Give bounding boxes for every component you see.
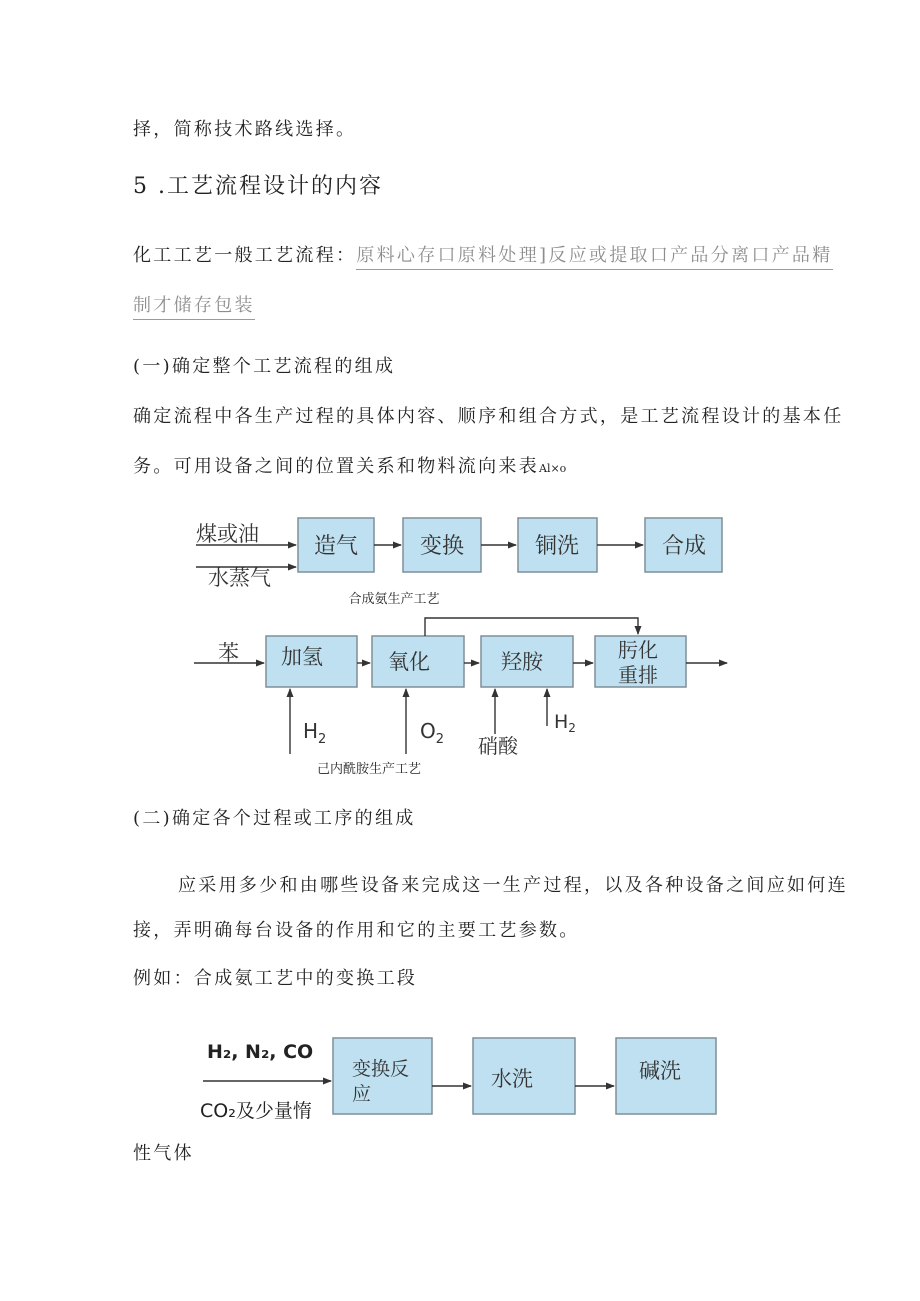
- process-box-label: 铜洗: [534, 534, 580, 559]
- paragraph-text: [133, 458, 566, 476]
- process-box-label: 羟胺: [501, 650, 543, 674]
- input-gas-label: H₂, N₂, CO: [207, 1041, 314, 1063]
- paragraph-text: 应采用多少和由哪些设备来完成这一生产过程，以及各种设备之间应如何连: [178, 875, 848, 896]
- shift-section-diagram: [0, 1030, 920, 1130]
- example-text: 例如：合成氨工艺中的变换工段: [133, 968, 418, 989]
- feed-h2-label: $H_2$: [554, 711, 576, 735]
- process-box-label: 碱洗: [639, 1059, 681, 1083]
- process-box-label: 变换反: [352, 1058, 410, 1080]
- diagram-caption: 己内酰胺生产工艺: [316, 762, 422, 777]
- recycle-line: [425, 618, 638, 636]
- ammonia-process-diagram: [0, 505, 920, 615]
- input-coal-oil-label: 煤或油: [196, 522, 259, 546]
- process-box-label: 造气: [313, 534, 359, 559]
- process-box-label: 重排: [618, 663, 658, 687]
- flow-steps-line2: 制才储存包装: [133, 295, 255, 320]
- paragraph-text: 择，简称技术路线选择。: [133, 119, 357, 140]
- diagram-caption: 合成氨生产工艺: [348, 592, 440, 607]
- paragraph-text: 性气体: [133, 1143, 194, 1164]
- process-box-label: 变换: [419, 534, 465, 559]
- process-box-label: 合成: [661, 534, 707, 559]
- flow-description: [133, 247, 833, 265]
- input-benzene-label: 苯: [218, 641, 239, 665]
- feed-h2-label: $H_2$: [303, 719, 327, 747]
- feed-o2-label: $O_2$: [420, 719, 445, 747]
- paragraph-text-line: 务。可用设备之间的位置关系和物料流向来表: [133, 456, 539, 477]
- ocr-artifact: Al×o: [539, 462, 567, 475]
- input-gas-label: CO₂及少量惰: [200, 1100, 312, 1122]
- subsection-heading-1: (一)确定整个工艺流程的组成: [133, 356, 396, 377]
- paragraph-text: 确定流程中各生产过程的具体内容、顺序和组合方式，是工艺流程设计的基本任: [133, 406, 844, 427]
- process-box-label: 应: [352, 1083, 372, 1105]
- flow-steps-line1: 原料心存口原料处理]反应或提取口产品分离口产品精: [356, 245, 832, 270]
- process-box-label: 加氢: [281, 645, 323, 669]
- feed-nitric-acid-label: 硝酸: [478, 734, 518, 758]
- subsection-heading-2: (二)确定各个过程或工序的组成: [133, 808, 416, 829]
- section-heading: 5 .工艺流程设计的内容: [133, 174, 383, 199]
- process-box-label: 水洗: [491, 1067, 533, 1091]
- paragraph-text: 接，弄明确每台设备的作用和它的主要工艺参数。: [133, 920, 580, 941]
- caprolactam-process-diagram: [0, 612, 920, 782]
- flow-prefix: 化工工艺一般工艺流程：: [133, 245, 357, 266]
- input-steam-label: 水蒸气: [208, 566, 271, 590]
- process-box-label: 氧化: [388, 650, 430, 674]
- process-box-label: 肟化: [618, 638, 658, 662]
